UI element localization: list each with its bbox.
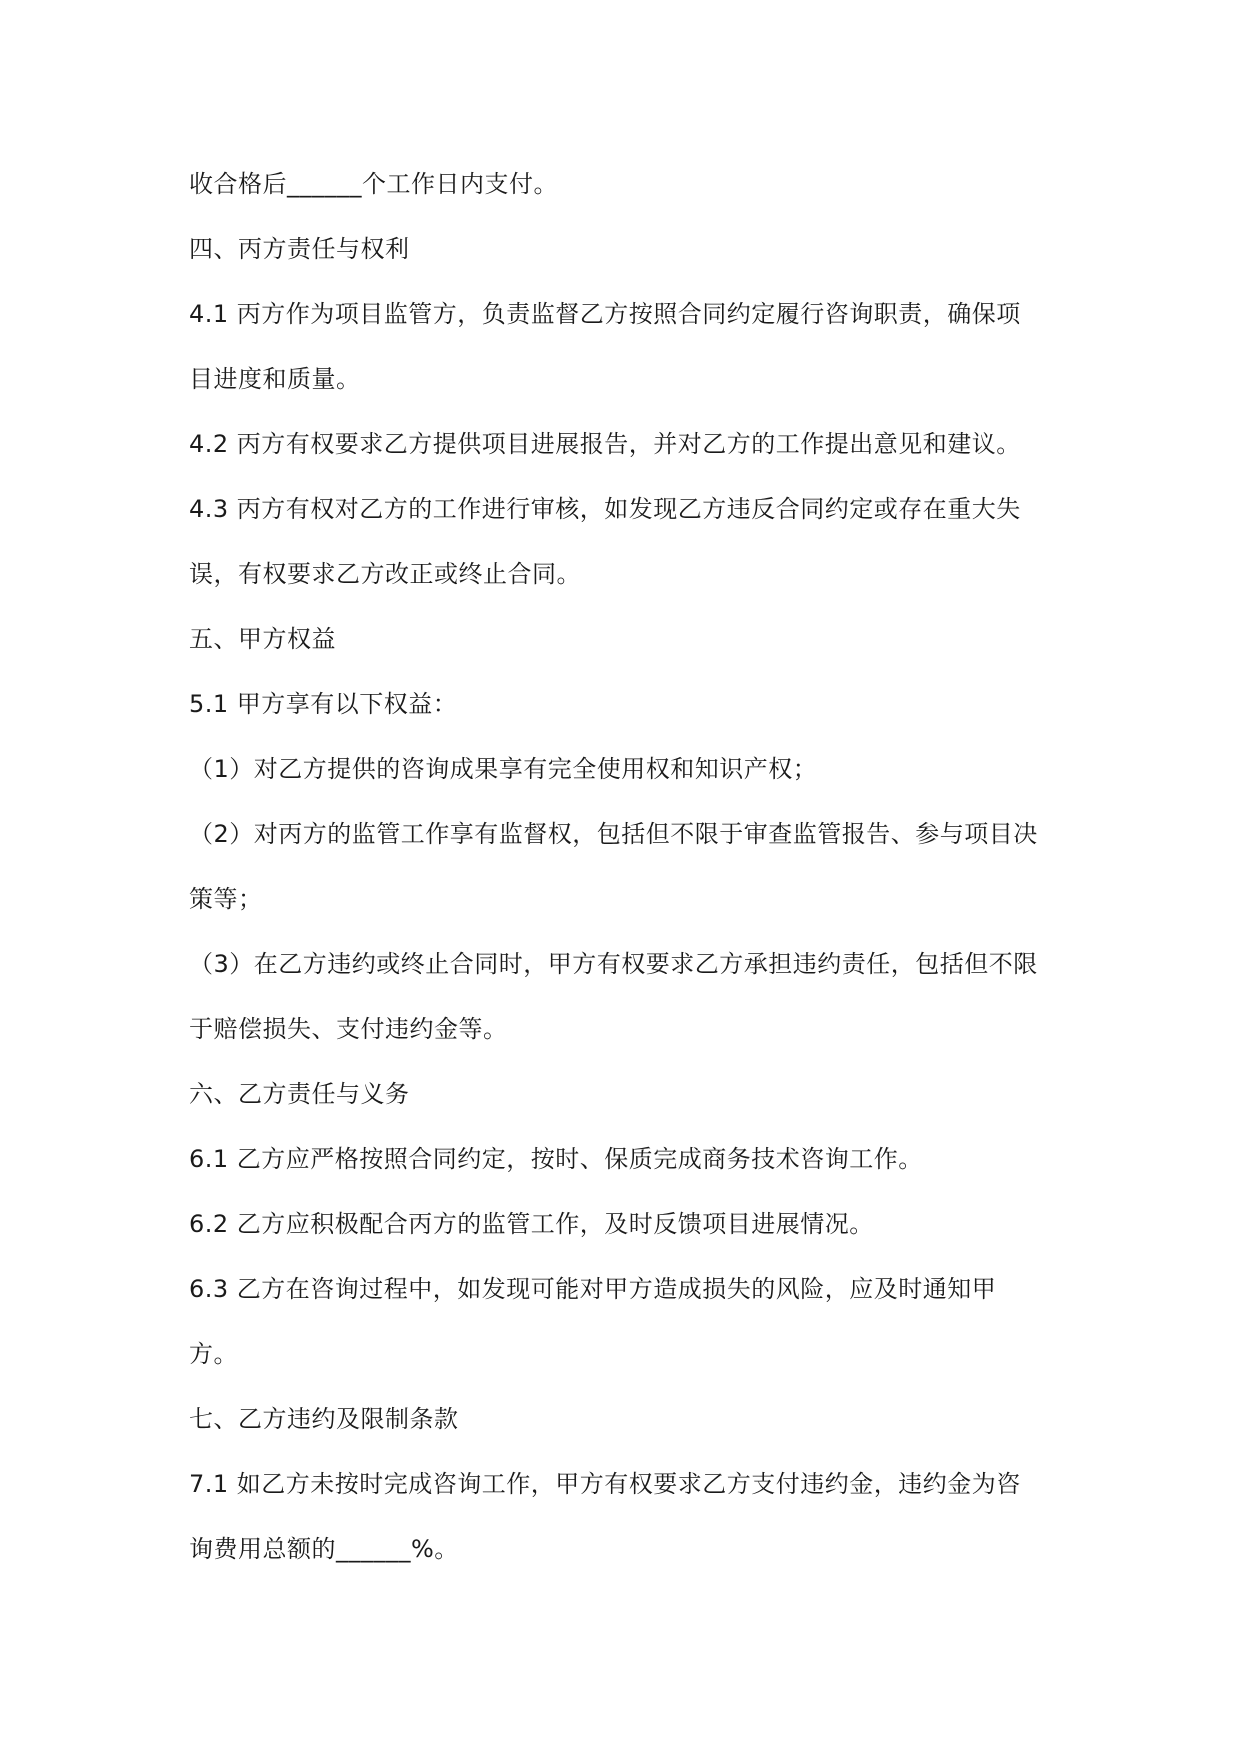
list-item: （3）在乙方违约或终止合同时，甲方有权要求乙方承担违约责任，包括但不限 (189, 950, 1038, 978)
text-line: 收合格后______个工作日内支付。 (189, 170, 558, 198)
section-heading: 五、甲方权益 (189, 625, 336, 653)
clause-text: 4.3 丙方有权对乙方的工作进行审核，如发现乙方违反合同约定或存在重大失 (189, 495, 1021, 523)
section-heading: 四、丙方责任与权利 (189, 235, 410, 263)
text-line: 方。 (189, 1340, 238, 1368)
list-item: （1）对乙方提供的咨询成果享有完全使用权和知识产权； (189, 755, 818, 783)
section-heading: 六、乙方责任与义务 (189, 1080, 410, 1108)
clause-text: 4.2 丙方有权要求乙方提供项目进展报告，并对乙方的工作提出意见和建议。 (189, 430, 1021, 458)
clause-text: 6.3 乙方在咨询过程中，如发现可能对甲方造成损失的风险，应及时通知甲 (189, 1275, 997, 1303)
section-heading: 七、乙方违约及限制条款 (189, 1405, 459, 1433)
text-line: 询费用总额的______%。 (189, 1535, 459, 1563)
text-line: 误，有权要求乙方改正或终止合同。 (189, 560, 581, 588)
list-item: （2）对丙方的监管工作享有监督权，包括但不限于审查监管报告、参与项目决 (189, 820, 1038, 848)
text-line: 目进度和质量。 (189, 365, 361, 393)
clause-text: 6.2 乙方应积极配合丙方的监管工作，及时反馈项目进展情况。 (189, 1210, 874, 1238)
clause-text: 6.1 乙方应严格按照合同约定，按时、保质完成商务技术咨询工作。 (189, 1145, 923, 1173)
text-line: 于赔偿损失、支付违约金等。 (189, 1015, 508, 1043)
text-line: 策等； (189, 885, 263, 913)
clause-text: 4.1 丙方作为项目监管方，负责监督乙方按照合同约定履行咨询职责，确保项 (189, 300, 1021, 328)
clause-text: 7.1 如乙方未按时完成咨询工作，甲方有权要求乙方支付违约金，违约金为咨 (189, 1470, 1021, 1498)
clause-text: 5.1 甲方享有以下权益： (189, 690, 458, 718)
